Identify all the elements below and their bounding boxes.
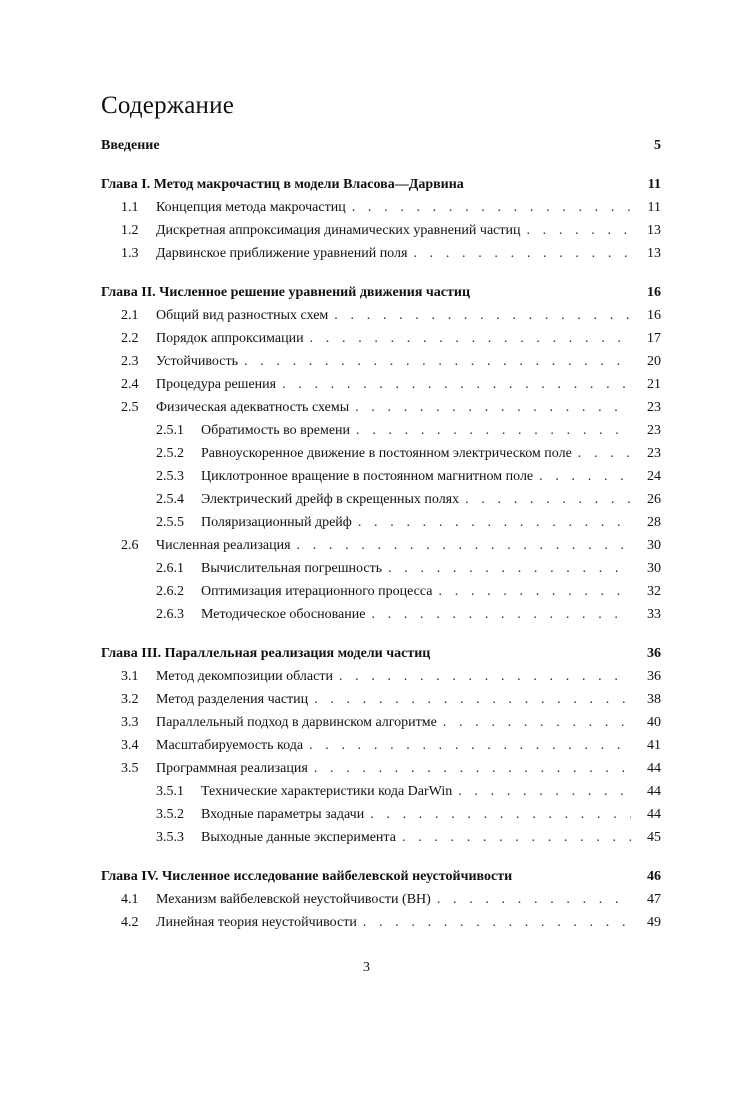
toc-entry-label: Глава IV. Численное исследование вайбелевской неустойчивости (101, 869, 513, 884)
toc-subsection-entry[interactable] (101, 584, 661, 604)
toc-entry-label: Обратимость во времени (201, 423, 351, 438)
toc-entry-number: 2.6.3 (156, 607, 184, 622)
toc-dot-leader (308, 692, 631, 708)
toc-entry-number: 3.4 (121, 738, 139, 753)
toc-entry-number: 3.5.2 (156, 807, 184, 822)
toc-entry-text (156, 331, 631, 347)
toc-dot-leader (333, 669, 631, 685)
page-title: Содержание (101, 92, 234, 119)
toc-dot-leader (431, 892, 631, 908)
toc-subsection-entry[interactable] (101, 492, 661, 512)
toc-entry-number: 2.6.1 (156, 561, 184, 576)
toc-entry-text (201, 830, 631, 846)
toc-entry-text (156, 246, 631, 262)
toc-entry-label: Входные параметры задачи (201, 807, 365, 822)
toc-entry-label: Устойчивость (156, 354, 238, 369)
toc-entry-label: Механизм вайбелевской неустойчивости (ВН) (156, 892, 431, 907)
toc-entry-text (201, 492, 631, 508)
toc-entry-page: 47 (647, 892, 661, 907)
toc-entry-label: Глава I. Метод макрочастиц в модели Власова—Дарвина (101, 177, 464, 192)
toc-entry-text (156, 400, 631, 416)
toc-section-entry[interactable] (101, 538, 661, 558)
toc-entry-number: 2.5.1 (156, 423, 184, 438)
toc-entry-page: 46 (647, 869, 661, 884)
toc-entry-text (156, 738, 631, 754)
toc-chapter-entry[interactable] (101, 138, 661, 158)
toc-entry-page: 21 (647, 377, 661, 392)
toc-entry-label: Введение (101, 138, 160, 153)
toc-entry-number: 2.5 (121, 400, 139, 415)
toc-dot-leader (304, 331, 631, 347)
toc-entry-text (156, 715, 631, 731)
toc-subsection-entry[interactable] (101, 561, 661, 581)
toc-entry-number: 1.1 (121, 200, 139, 215)
toc-entry-number: 2.5.3 (156, 469, 184, 484)
toc-entry-number: 2.3 (121, 354, 139, 369)
toc-entry-label: Масштабируемость кода (156, 738, 304, 753)
toc-dot-leader (291, 538, 631, 554)
toc-section-entry[interactable] (101, 400, 661, 420)
toc-entry-number: 1.3 (121, 246, 139, 261)
toc-section-entry[interactable] (101, 331, 661, 351)
toc-entry-label: Программная реализация (156, 761, 308, 776)
toc-entry-text (201, 584, 631, 600)
toc-entry-page: 30 (647, 561, 661, 576)
toc-entry-text (101, 646, 631, 662)
toc-entry-number: 4.2 (121, 915, 139, 930)
toc-entry-label: Метод декомпозиции области (156, 669, 333, 684)
toc-dot-leader (407, 246, 631, 262)
toc-entry-label: Линейная теория неустойчивости (156, 915, 357, 930)
toc-entry-label: Порядок аппроксимации (156, 331, 304, 346)
toc-entry-text (201, 446, 631, 462)
toc-entry-label: Оптимизация итерационного процесса (201, 584, 433, 599)
toc-entry-number: 2.5.2 (156, 446, 184, 461)
toc-chapter-entry[interactable] (101, 177, 661, 197)
toc-entry-text (201, 423, 631, 439)
toc-entry-text (101, 869, 631, 885)
toc-entry-page: 40 (647, 715, 661, 730)
toc-section-entry[interactable] (101, 761, 661, 781)
toc-section-entry[interactable] (101, 738, 661, 758)
toc-entry-number: 2.6 (121, 538, 139, 553)
toc-section-entry[interactable] (101, 246, 661, 266)
toc-dot-leader (238, 354, 631, 370)
toc-entry-text (156, 669, 631, 685)
toc-entry-number: 3.2 (121, 692, 139, 707)
toc-entry-page: 41 (647, 738, 661, 753)
toc-entry-label: Параллельный подход в дарвинском алгоритме (156, 715, 437, 730)
toc-entry-label: Численная реализация (156, 538, 291, 553)
toc-entry-page: 23 (647, 400, 661, 415)
toc-entry-page: 13 (647, 246, 661, 261)
toc-entry-page: 33 (647, 607, 661, 622)
toc-entry-number: 3.3 (121, 715, 139, 730)
toc-entry-page: 45 (647, 830, 661, 845)
toc-entry-text (156, 692, 631, 708)
toc-subsection-entry[interactable] (101, 607, 661, 627)
toc-entry-page: 23 (647, 423, 661, 438)
toc-entry-page: 44 (647, 807, 661, 822)
toc-entry-page: 24 (647, 469, 661, 484)
toc-section-entry[interactable] (101, 308, 661, 328)
toc-section-entry[interactable] (101, 354, 661, 374)
toc-entry-text (201, 607, 631, 623)
toc-entry-number: 3.5.1 (156, 784, 184, 799)
toc-entry-label: Технические характеристики кода DarWin (201, 784, 453, 799)
toc-entry-label: Физическая адекватность схемы (156, 400, 350, 415)
toc-entry-number: 3.1 (121, 669, 139, 684)
toc-entry-label: Процедура решения (156, 377, 277, 392)
toc-section-entry[interactable] (101, 892, 661, 912)
toc-entry-text (201, 469, 631, 485)
toc-entry-number: 4.1 (121, 892, 139, 907)
toc-entry-text (201, 561, 631, 577)
toc-section-entry[interactable] (101, 915, 661, 935)
toc-entry-text (201, 784, 631, 800)
toc-entry-number: 2.2 (121, 331, 139, 346)
toc-entry-page: 36 (647, 669, 661, 684)
toc-subsection-entry[interactable] (101, 423, 661, 443)
toc-dot-leader (382, 561, 631, 577)
toc-entry-text (201, 807, 631, 823)
toc-entry-page: 23 (647, 446, 661, 461)
toc-section-entry[interactable] (101, 223, 661, 243)
toc-entry-page: 44 (647, 784, 661, 799)
toc-subsection-entry[interactable] (101, 469, 661, 489)
toc-dot-leader (520, 223, 631, 239)
toc-chapter-entry[interactable] (101, 869, 661, 889)
toc-entry-text (156, 308, 631, 324)
toc-dot-leader (533, 469, 631, 485)
toc-entry-page: 44 (647, 761, 661, 776)
toc-dot-leader (346, 200, 631, 216)
toc-subsection-entry[interactable] (101, 807, 661, 827)
toc-entry-page: 49 (647, 915, 661, 930)
toc-subsection-entry[interactable] (101, 515, 661, 535)
toc-entry-page: 30 (647, 538, 661, 553)
toc-entry-page: 11 (647, 177, 661, 192)
toc-entry-page: 11 (647, 200, 661, 215)
toc-dot-leader (364, 807, 631, 823)
toc-entry-label: Выходные данные эксперимента (201, 830, 396, 845)
toc-dot-leader (365, 607, 631, 623)
toc-dot-leader (396, 830, 631, 846)
toc-entry-number: 1.2 (121, 223, 139, 238)
toc-dot-leader (276, 377, 631, 393)
toc-dot-leader (452, 784, 631, 800)
toc-entry-text (101, 138, 631, 154)
toc-entry-text (156, 354, 631, 370)
toc-entry-page: 13 (647, 223, 661, 238)
toc-entry-page: 16 (647, 285, 661, 300)
toc-section-entry[interactable] (101, 669, 661, 689)
toc-entry-label: Равноускоренное движение в постоянном электрическом поле (201, 446, 572, 461)
toc-entry-label: Методическое обоснование (201, 607, 366, 622)
toc-entry-label: Дарвинское приближение уравнений поля (156, 246, 408, 261)
toc-entry-label: Электрический дрейф в скрещенных полях (201, 492, 460, 507)
toc-dot-leader (349, 400, 631, 416)
toc-entry-label: Циклотронное вращение в постоянном магнитном поле (201, 469, 534, 484)
toc-entry-text (201, 515, 631, 531)
toc-subsection-entry[interactable] (101, 446, 661, 466)
toc-dot-leader (303, 738, 631, 754)
toc-entry-label: Общий вид разностных схем (156, 308, 329, 323)
toc-entry-page: 17 (647, 331, 661, 346)
toc-entry-text (156, 223, 631, 239)
toc-entry-label: Дискретная аппроксимация динамических уравнений частиц (156, 223, 521, 238)
toc-subsection-entry[interactable] (101, 830, 661, 850)
toc-section-entry[interactable] (101, 692, 661, 712)
toc-entry-text (101, 177, 631, 193)
toc-entry-number: 2.5.5 (156, 515, 184, 530)
toc-entry-number: 2.6.2 (156, 584, 184, 599)
toc-dot-leader (572, 446, 631, 462)
toc-entry-label: Концепция метода макрочастиц (156, 200, 346, 215)
toc-entry-page: 26 (647, 492, 661, 507)
toc-entry-number: 3.5.3 (156, 830, 184, 845)
toc-entry-text (156, 377, 631, 393)
toc-entry-text (156, 761, 631, 777)
toc-entry-label: Поляризационный дрейф (201, 515, 352, 530)
toc-entry-page: 5 (654, 138, 661, 153)
toc-dot-leader (328, 308, 631, 324)
toc-dot-leader (459, 492, 631, 508)
toc-entry-text (156, 538, 631, 554)
toc-entry-page: 28 (647, 515, 661, 530)
toc-entry-number: 2.1 (121, 308, 139, 323)
toc-entry-page: 16 (647, 308, 661, 323)
page-number: 3 (363, 960, 370, 975)
toc-subsection-entry[interactable] (101, 784, 661, 804)
toc-entry-page: 36 (647, 646, 661, 661)
toc-entry-page: 32 (647, 584, 661, 599)
toc-dot-leader (437, 715, 631, 731)
toc-entry-label: Глава II. Численное решение уравнений движения частиц (101, 285, 471, 300)
toc-dot-leader (350, 423, 631, 439)
toc-entry-label: Вычислительная погрешность (201, 561, 383, 576)
toc-dot-leader (357, 915, 631, 931)
toc-entry-number: 2.4 (121, 377, 139, 392)
toc-entry-label: Метод разделения частиц (156, 692, 309, 707)
toc-entry-page: 20 (647, 354, 661, 369)
toc-dot-leader (433, 584, 632, 600)
toc-entry-label: Глава III. Параллельная реализация модели частиц (101, 646, 431, 661)
toc-entry-text (101, 285, 631, 301)
toc-entry-number: 2.5.4 (156, 492, 184, 507)
toc-dot-leader (352, 515, 631, 531)
toc-section-entry[interactable] (101, 715, 661, 735)
toc-entry-text (156, 892, 631, 908)
toc-entry-number: 3.5 (121, 761, 139, 776)
toc-entry-text (156, 200, 631, 216)
toc-entry-page: 38 (647, 692, 661, 707)
toc-chapter-entry[interactable] (101, 646, 661, 666)
toc-dot-leader (308, 761, 631, 777)
toc-section-entry[interactable] (101, 200, 661, 220)
toc-chapter-entry[interactable] (101, 285, 661, 305)
toc-entry-text (156, 915, 631, 931)
toc-section-entry[interactable] (101, 377, 661, 397)
